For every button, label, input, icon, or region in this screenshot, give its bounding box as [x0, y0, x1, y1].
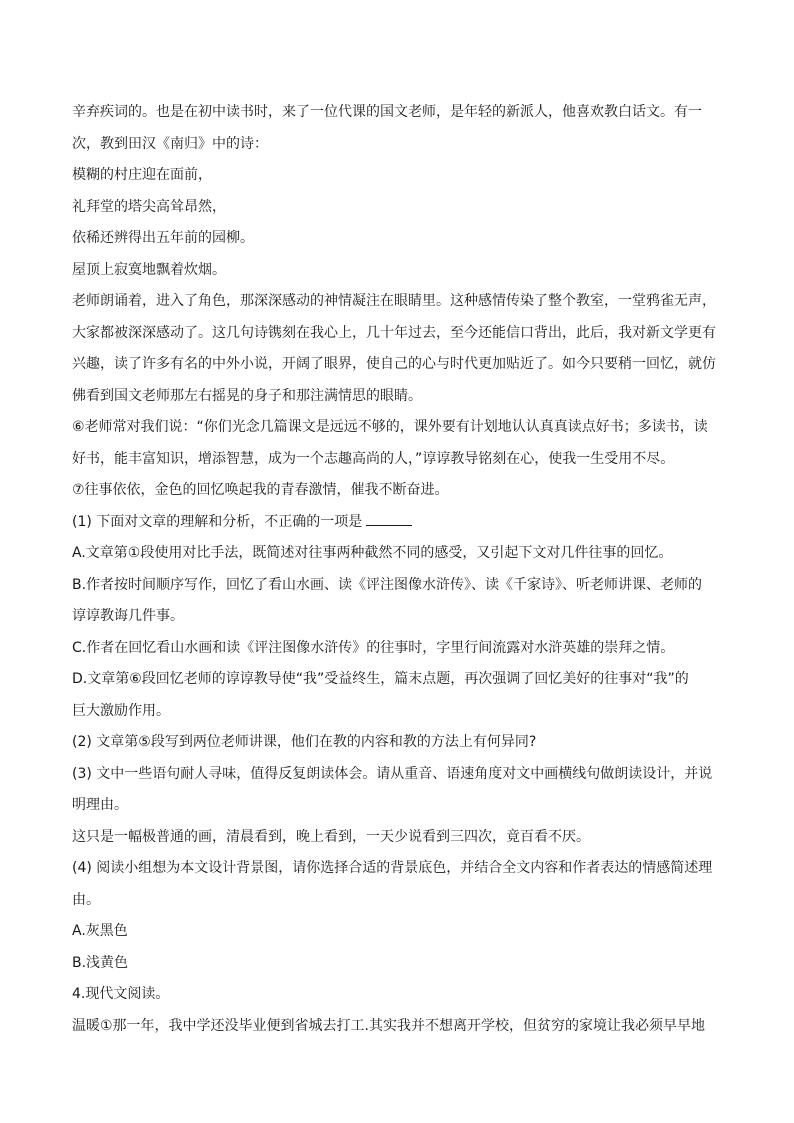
text-line: 好书，能丰富知识，增添智慧，成为一个志趣高尚的人，”谆谆教导铭刻在心，使我一生受用不尽。	[72, 450, 675, 467]
option-a: A.文章第①段使用对比手法，既简述对往事两种截然不同的感受，又引起下文对几件往事的回忆。	[72, 545, 673, 561]
choice-b: B.浅黄色	[72, 954, 129, 971]
poem-line: 模糊的村庄迎在面前，	[72, 167, 212, 183]
text-line: 大家都被深深感动了。这几句诗镌刻在我心上，几十年过去，至今还能信口背出，此后，我对新文学更有	[72, 324, 716, 341]
question-3: (3) 文中一些语句耐人寻味，值得反复朗读体会。请从重音、语速角度对文中画横线句做朗读设计，并说	[72, 765, 713, 782]
question-2: (2) 文章第⑤段写到两位老师讲课，他们在教的内容和教的方法上有何异同?	[72, 734, 537, 750]
document-page	[72, 97, 720, 1042]
poem-line: 屋顶上寂寞地飘着炊烟。	[72, 261, 226, 278]
option-d-continued: 巨大激励作用。	[72, 702, 170, 719]
poem-line: 礼拜堂的塔尖高耸昂然，	[72, 198, 226, 215]
text-line: 佛看到国文老师那左右摇晃的身子和那注满情思的眼睛。	[72, 387, 422, 404]
text-line: ⑦往事依依，金色的回忆唤起我的青春激情，催我不断奋进。	[72, 482, 449, 498]
question-4: (4) 阅读小组想为本文设计背景图，请你选择合适的背景底色，并结合全文内容和作者表达的情感简述理	[72, 860, 713, 876]
text-line: 兴趣，读了许多有名的中外小说，开阔了眼界，使自己的心与时代更加贴近了。如今只要稍一回忆，就仿	[72, 356, 716, 372]
option-b: B.作者按时间顺序写作，回忆了看山水画、读《评注图像水浒传》、读《千家诗》、听老师讲课、老师的	[72, 576, 703, 593]
answer-blank	[366, 511, 412, 526]
question-1-text: (1) 下面对文章的理解和分析，不正确的一项是	[72, 513, 363, 530]
question-3-continued: 明理由。	[72, 797, 128, 813]
text-line: 辛弃疾词的。也是在初中读书时，来了一位代课的国文老师，是年轻的新派人，他喜欢教白话文。有一	[72, 104, 702, 120]
poem-line: 依稀还辨得出五年前的园柳。	[72, 230, 254, 246]
question-1	[72, 507, 720, 539]
section-heading: 4.现代文阅读。	[72, 986, 170, 1002]
option-d: D.文章第⑥段回忆老师的谆谆教导使“我”受益终生，篇末点题，再次强调了回忆美好的往事对“我”的	[72, 671, 689, 687]
option-c: C.作者在回忆看山水画和读《评注图像水浒传》的往事时，字里行间流露对水浒英雄的崇拜之情。	[72, 639, 675, 656]
text-line: 次，教到田汉《南归》中的诗：	[72, 135, 268, 152]
quoted-sentence: 这只是一幅极普通的画，清晨看到，晚上看到，一天少说看到三四次，竟百看不厌。	[72, 828, 590, 845]
text-line: 老师朗诵着，进入了角色，那深深感动的神情凝注在眼睛里。这种感情传染了整个教室，一堂鸦雀无声，	[72, 293, 716, 309]
text-line: ⑥老师常对我们说：“你们光念几篇课文是远远不够的，课外要有计划地认认真真读点好书；多读书，读	[72, 419, 708, 435]
choice-a: A.灰黑色	[72, 923, 128, 939]
question-4-continued: 由。	[72, 891, 100, 908]
option-b-continued: 谆谆教诲几件事。	[72, 608, 184, 624]
text-line: 温暖①那一年，我中学还没毕业便到省城去打工.其实我并不想离开学校，但贫穷的家境让我必须早早地	[72, 1017, 705, 1034]
